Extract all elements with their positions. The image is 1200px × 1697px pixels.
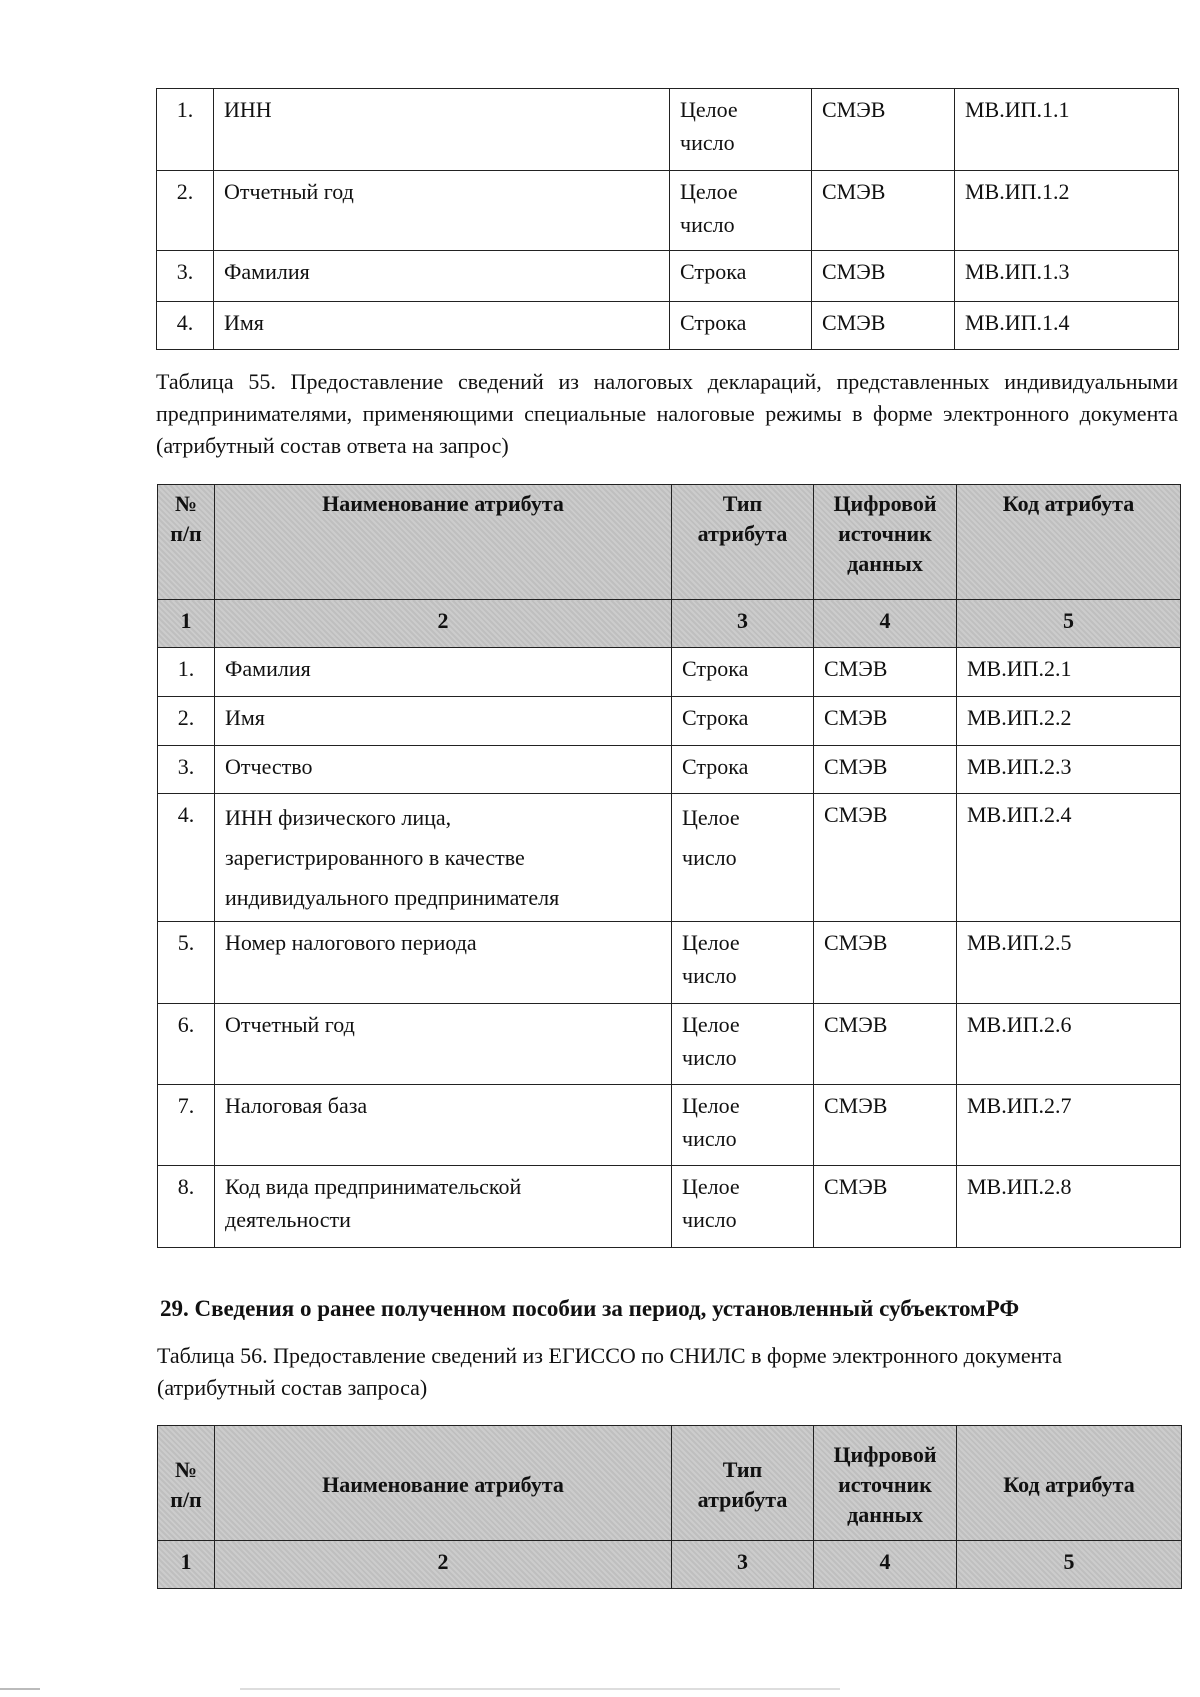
header-source: Цифровой источник данных xyxy=(814,1426,957,1541)
attribute-name: Отчетный год xyxy=(214,171,670,251)
attribute-type: Строка xyxy=(672,697,814,746)
row-number: 5. xyxy=(158,922,215,1004)
attribute-code: МВ.ИП.1.4 xyxy=(955,302,1179,350)
header-code: Код атрибута xyxy=(957,485,1181,600)
attribute-code: МВ.ИП.1.3 xyxy=(955,251,1179,302)
data-source: СМЭВ xyxy=(814,648,957,697)
data-source: СМЭВ xyxy=(814,1166,957,1248)
table-header-row xyxy=(158,1426,1182,1541)
header-num: № п/п xyxy=(158,1426,215,1541)
table-row xyxy=(158,1004,1181,1085)
header-code: Код атрибута xyxy=(957,1426,1182,1541)
attribute-name: Отчетный год xyxy=(215,1004,672,1085)
attribute-type: Целое число xyxy=(672,1004,814,1085)
data-source: СМЭВ xyxy=(814,922,957,1004)
attribute-type: Целое число xyxy=(670,89,812,171)
table-row xyxy=(158,746,1181,794)
attribute-code: МВ.ИП.1.1 xyxy=(955,89,1179,171)
data-source: СМЭВ xyxy=(814,1085,957,1166)
data-source: СМЭВ xyxy=(812,302,955,350)
attribute-type: Строка xyxy=(670,302,812,350)
row-number: 4. xyxy=(157,302,214,350)
attribute-name: Имя xyxy=(214,302,670,350)
column-number: 1 xyxy=(158,600,215,648)
scan-artifact xyxy=(0,1688,40,1690)
attribute-type: Целое число xyxy=(672,922,814,1004)
row-number: 1. xyxy=(157,89,214,171)
data-source: СМЭВ xyxy=(814,1004,957,1085)
table-56-caption: Таблица 56. Предоставление сведений из ЕГИССО по СНИЛС в форме электронного документа (атрибутный состав запроса) xyxy=(157,1343,1063,1400)
attribute-code: МВ.ИП.1.2 xyxy=(955,171,1179,251)
row-number: 1. xyxy=(158,648,215,697)
column-numbers-row xyxy=(158,600,1181,648)
row-number: 2. xyxy=(158,697,215,746)
column-number: 4 xyxy=(814,1541,957,1589)
row-number: 3. xyxy=(158,746,215,794)
attribute-name: Отчество xyxy=(215,746,672,794)
data-source: СМЭВ xyxy=(812,251,955,302)
attribute-name: Фамилия xyxy=(214,251,670,302)
attribute-name: ИНН физического лица, зарегистрированного в качестве индивидуального предпринимателя xyxy=(215,794,672,922)
column-number: 1 xyxy=(158,1541,215,1589)
header-num: № п/п xyxy=(158,485,215,600)
header-type: Тип атрибута xyxy=(672,485,814,600)
column-number: 2 xyxy=(215,600,672,648)
column-number: 4 xyxy=(814,600,957,648)
row-number: 7. xyxy=(158,1085,215,1166)
attribute-code: МВ.ИП.2.8 xyxy=(957,1166,1181,1248)
header-type: Тип атрибута xyxy=(672,1426,814,1541)
header-name: Наименование атрибута xyxy=(215,1426,672,1541)
attribute-name: Имя xyxy=(215,697,672,746)
table-header-row xyxy=(158,485,1181,600)
attribute-type: Целое число xyxy=(672,794,814,922)
table-row xyxy=(158,1085,1181,1166)
attribute-code: МВ.ИП.2.2 xyxy=(957,697,1181,746)
row-number: 8. xyxy=(158,1166,215,1248)
header-source: Цифровой источник данных xyxy=(814,485,957,600)
attribute-type: Целое число xyxy=(672,1166,814,1248)
table-row xyxy=(158,648,1181,697)
column-numbers-row xyxy=(158,1541,1182,1589)
attribute-code: МВ.ИП.2.6 xyxy=(957,1004,1181,1085)
data-source: СМЭВ xyxy=(814,697,957,746)
table-row xyxy=(157,89,1179,171)
table-row xyxy=(158,794,1181,922)
row-number: 2. xyxy=(157,171,214,251)
column-number: 2 xyxy=(215,1541,672,1589)
attribute-code: МВ.ИП.2.1 xyxy=(957,648,1181,697)
row-number: 6. xyxy=(158,1004,215,1085)
attribute-type: Строка xyxy=(672,746,814,794)
attribute-type: Целое число xyxy=(672,1085,814,1166)
table-row xyxy=(158,697,1181,746)
table-55 xyxy=(157,484,1181,1248)
row-number: 4. xyxy=(158,794,215,922)
data-source: СМЭВ xyxy=(812,89,955,171)
column-number: 5 xyxy=(957,1541,1182,1589)
attribute-type: Целое число xyxy=(670,171,812,251)
table-56 xyxy=(157,1425,1182,1589)
table-row xyxy=(158,1166,1181,1248)
column-number: 3 xyxy=(672,600,814,648)
row-number: 3. xyxy=(157,251,214,302)
attribute-name: Номер налогового периода xyxy=(215,922,672,1004)
attribute-code: МВ.ИП.2.7 xyxy=(957,1085,1181,1166)
attribute-name: Фамилия xyxy=(215,648,672,697)
attribute-type: Строка xyxy=(672,648,814,697)
table-top-continuation xyxy=(156,88,1179,350)
table-row xyxy=(157,251,1179,302)
column-number: 3 xyxy=(672,1541,814,1589)
attribute-code: МВ.ИП.2.3 xyxy=(957,746,1181,794)
attribute-code: МВ.ИП.2.5 xyxy=(957,922,1181,1004)
attribute-name: Код вида предпринимательской деятельности xyxy=(215,1166,672,1248)
table-row xyxy=(157,302,1179,350)
attribute-name: Налоговая база xyxy=(215,1085,672,1166)
attribute-code: МВ.ИП.2.4 xyxy=(957,794,1181,922)
data-source: СМЭВ xyxy=(814,746,957,794)
header-name: Наименование атрибута xyxy=(215,485,672,600)
attribute-name: ИНН xyxy=(214,89,670,171)
table-row xyxy=(158,922,1181,1004)
data-source: СМЭВ xyxy=(814,794,957,922)
section-heading: 29. Сведения о ранее полученном пособии за период, установленный субъектомРФ xyxy=(160,1296,1020,1321)
column-number: 5 xyxy=(957,600,1181,648)
table-row xyxy=(157,171,1179,251)
table-55-caption: Таблица 55. Предоставление сведений из налоговых деклараций, представленных индивидуальными предпринимателями, применяющими специальные налоговые режимы в форме электронного документа (атрибутный состав ответа на запрос) xyxy=(156,369,1178,458)
attribute-type: Строка xyxy=(670,251,812,302)
data-source: СМЭВ xyxy=(812,171,955,251)
scan-artifact xyxy=(240,1688,840,1690)
